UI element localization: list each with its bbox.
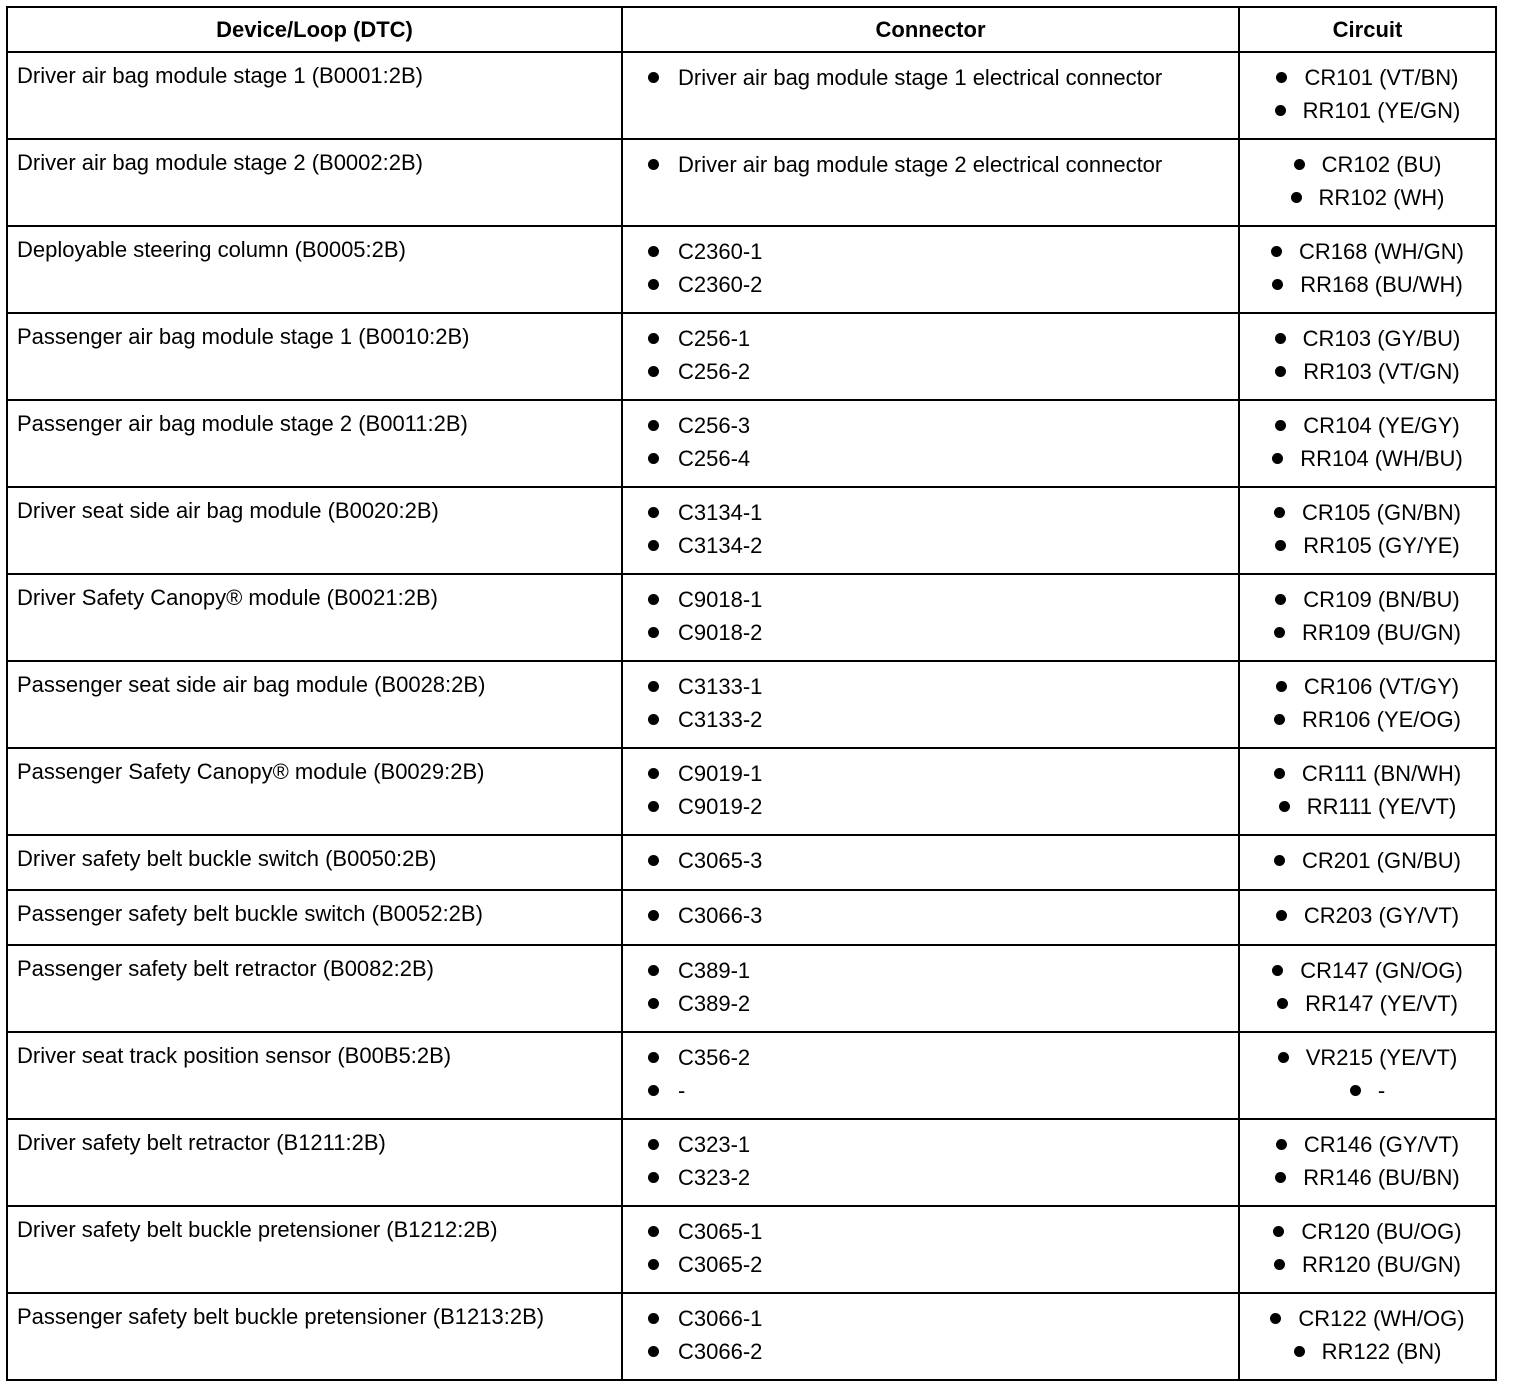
bullet-icon — [1274, 1259, 1285, 1270]
bullet-icon — [648, 453, 659, 464]
list-item — [1244, 1074, 1491, 1107]
connector-cell — [622, 226, 1239, 313]
bullet-icon — [648, 998, 659, 1009]
device-cell — [7, 313, 622, 400]
connector-cell — [622, 748, 1239, 835]
device-label: Deployable steering column (B0005:2B) — [17, 237, 406, 262]
list-item — [648, 757, 1238, 790]
list-item — [648, 616, 1238, 649]
circuit-label: CR105 (GN/BN) — [1302, 500, 1461, 525]
connector-label: C256-2 — [678, 359, 751, 384]
circuit-cell — [1239, 1032, 1496, 1119]
connector-cell — [622, 661, 1239, 748]
bullet-icon — [1294, 159, 1305, 170]
connector-cell — [622, 52, 1239, 139]
list-item — [648, 703, 1238, 736]
connector-label: C256-1 — [678, 326, 751, 351]
connector-label: C323-1 — [678, 1132, 751, 1157]
connector-cell — [622, 945, 1239, 1032]
connector-label: C3134-2 — [678, 533, 763, 558]
table-row — [7, 1119, 1496, 1206]
list-item — [648, 1248, 1238, 1281]
bullet-icon — [1272, 279, 1283, 290]
table-row — [7, 890, 1496, 945]
list-item — [1244, 409, 1491, 442]
bullet-icon — [648, 910, 659, 921]
bullet-icon — [648, 1226, 659, 1237]
connector-cell — [622, 1119, 1239, 1206]
list-item — [1244, 987, 1491, 1020]
bullet-icon — [1276, 72, 1287, 83]
list-item — [648, 790, 1238, 823]
connector-label: C3065-1 — [678, 1219, 763, 1244]
list-item — [648, 1161, 1238, 1194]
list-item — [648, 268, 1238, 301]
connector-label: C2360-2 — [678, 272, 763, 297]
circuit-cell — [1239, 1293, 1496, 1380]
list-item — [648, 1074, 1238, 1107]
circuit-label: RR103 (VT/GN) — [1303, 359, 1460, 384]
bullet-icon — [1274, 714, 1285, 725]
list-item — [1244, 1161, 1491, 1194]
circuit-label: RR109 (BU/GN) — [1302, 620, 1461, 645]
connector-label: C3065-3 — [678, 848, 763, 873]
circuit-label: CR104 (YE/GY) — [1303, 413, 1460, 438]
list-item — [648, 322, 1238, 355]
table-row — [7, 1032, 1496, 1119]
bullet-icon — [648, 279, 659, 290]
connector-cell — [622, 1293, 1239, 1380]
connector-cell — [622, 139, 1239, 226]
list-item — [648, 844, 1238, 877]
connector-label: C9019-2 — [678, 794, 763, 819]
list-item — [1244, 235, 1491, 268]
bullet-icon — [648, 159, 659, 170]
circuit-label: RR102 (WH) — [1318, 185, 1445, 210]
list-item — [1244, 1302, 1491, 1335]
device-cell — [7, 945, 622, 1032]
list-item — [648, 899, 1238, 932]
device-cell — [7, 1119, 622, 1206]
circuit-label: CR168 (WH/GN) — [1298, 239, 1464, 264]
circuit-label: RR106 (YE/OG) — [1302, 707, 1461, 732]
circuit-label: CR120 (BU/OG) — [1301, 1219, 1462, 1244]
circuit-label: CR101 (VT/BN) — [1304, 65, 1459, 90]
bullet-icon — [648, 1313, 659, 1324]
bullet-icon — [1276, 681, 1287, 692]
bullet-icon — [1275, 366, 1286, 377]
bullet-icon — [648, 1052, 659, 1063]
connector-cell — [622, 890, 1239, 945]
device-label: Driver safety belt buckle switch (B0050:2B) — [17, 846, 437, 871]
list-item — [648, 148, 1238, 181]
device-cell — [7, 487, 622, 574]
connector-cell — [622, 400, 1239, 487]
bullet-icon — [648, 540, 659, 551]
bullet-icon — [1274, 627, 1285, 638]
connector-label: C389-1 — [678, 958, 751, 983]
circuit-cell — [1239, 1206, 1496, 1293]
circuit-cell — [1239, 574, 1496, 661]
list-item — [648, 355, 1238, 388]
list-item — [648, 235, 1238, 268]
connector-label: C3066-3 — [678, 903, 763, 928]
bullet-icon — [648, 1259, 659, 1270]
bullet-icon — [648, 333, 659, 344]
device-label: Driver air bag module stage 1 (B0001:2B) — [17, 63, 423, 88]
list-item — [1244, 899, 1491, 932]
circuit-cell — [1239, 226, 1496, 313]
circuit-label: RR122 (BN) — [1321, 1339, 1442, 1364]
connector-label: C3133-1 — [678, 674, 763, 699]
bullet-icon — [1273, 1226, 1284, 1237]
circuit-label: RR104 (WH/BU) — [1300, 446, 1463, 471]
connector-cell — [622, 313, 1239, 400]
bullet-icon — [1274, 768, 1285, 779]
table-row — [7, 945, 1496, 1032]
device-cell — [7, 226, 622, 313]
bullet-icon — [648, 768, 659, 779]
circuit-cell — [1239, 1119, 1496, 1206]
connector-label: Driver air bag module stage 2 electrical connector — [678, 152, 1163, 177]
list-item — [648, 1041, 1238, 1074]
circuit-label: CR122 (WH/OG) — [1298, 1306, 1465, 1331]
list-item — [1244, 844, 1491, 877]
device-label: Passenger safety belt retractor (B0082:2B) — [17, 956, 434, 981]
bullet-icon — [648, 507, 659, 518]
circuit-label: RR120 (BU/GN) — [1302, 1252, 1461, 1277]
bullet-icon — [1275, 420, 1286, 431]
circuit-label: RR105 (GY/YE) — [1303, 533, 1460, 558]
list-item — [648, 496, 1238, 529]
circuit-label: - — [1377, 1078, 1386, 1103]
table-row — [7, 661, 1496, 748]
circuit-cell — [1239, 661, 1496, 748]
table-row — [7, 139, 1496, 226]
list-item — [648, 1335, 1238, 1368]
circuit-label: CR102 (BU) — [1321, 152, 1442, 177]
connector-label: C3066-2 — [678, 1339, 763, 1364]
device-cell — [7, 139, 622, 226]
circuit-label: CR106 (VT/GY) — [1303, 674, 1460, 699]
list-item — [1244, 1215, 1491, 1248]
device-label: Driver safety belt buckle pretensioner (B1212:2B) — [17, 1217, 498, 1242]
connector-label: C3065-2 — [678, 1252, 763, 1277]
bullet-icon — [1270, 1313, 1281, 1324]
circuit-label: CR203 (GY/VT) — [1303, 903, 1460, 928]
device-label: Passenger air bag module stage 1 (B0010:2B) — [17, 324, 470, 349]
device-cell — [7, 748, 622, 835]
list-item — [648, 409, 1238, 442]
device-cell — [7, 1032, 622, 1119]
circuit-label: CR146 (GY/VT) — [1303, 1132, 1460, 1157]
device-label: Passenger seat side air bag module (B0028:2B) — [17, 672, 486, 697]
circuit-cell — [1239, 835, 1496, 890]
bullet-icon — [648, 855, 659, 866]
circuit-label: RR168 (BU/WH) — [1300, 272, 1463, 297]
table-row — [7, 574, 1496, 661]
connector-label: C2360-1 — [678, 239, 763, 264]
table-row — [7, 226, 1496, 313]
list-item — [1244, 94, 1491, 127]
device-cell — [7, 890, 622, 945]
bullet-icon — [1275, 540, 1286, 551]
connector-label: - — [678, 1078, 686, 1103]
table-row — [7, 400, 1496, 487]
bullet-icon — [1271, 246, 1282, 257]
device-label: Driver safety belt retractor (B1211:2B) — [17, 1130, 386, 1155]
list-item — [1244, 322, 1491, 355]
connector-label: C356-2 — [678, 1045, 751, 1070]
list-item — [1244, 954, 1491, 987]
connector-label: C389-2 — [678, 991, 751, 1016]
circuit-cell — [1239, 945, 1496, 1032]
circuit-label: CR109 (BN/BU) — [1303, 587, 1460, 612]
bullet-icon — [1272, 453, 1283, 464]
list-item — [1244, 583, 1491, 616]
list-item — [648, 670, 1238, 703]
bullet-icon — [1275, 1172, 1286, 1183]
device-label: Passenger safety belt buckle pretensioner (B1213:2B) — [17, 1304, 545, 1329]
device-label: Passenger safety belt buckle switch (B0052:2B) — [17, 901, 483, 926]
device-cell — [7, 835, 622, 890]
list-item — [1244, 61, 1491, 94]
connector-label: C9018-2 — [678, 620, 763, 645]
list-item — [648, 61, 1238, 94]
bullet-icon — [648, 681, 659, 692]
list-item — [648, 1215, 1238, 1248]
bullet-icon — [1275, 105, 1286, 116]
bullet-icon — [648, 366, 659, 377]
connector-cell — [622, 1032, 1239, 1119]
list-item — [1244, 529, 1491, 562]
header-circuit: Circuit — [1239, 7, 1496, 52]
device-label: Driver seat track position sensor (B00B5:2B) — [17, 1043, 452, 1068]
table-row — [7, 487, 1496, 574]
circuit-cell — [1239, 313, 1496, 400]
list-item — [1244, 1248, 1491, 1281]
connector-cell — [622, 487, 1239, 574]
bullet-icon — [648, 420, 659, 431]
list-item — [648, 442, 1238, 475]
bullet-icon — [1277, 998, 1288, 1009]
circuit-cell — [1239, 400, 1496, 487]
table-row — [7, 52, 1496, 139]
bullet-icon — [1274, 507, 1285, 518]
connector-label: C9018-1 — [678, 587, 763, 612]
circuit-cell — [1239, 748, 1496, 835]
device-cell — [7, 574, 622, 661]
list-item — [1244, 148, 1491, 181]
circuit-cell — [1239, 890, 1496, 945]
bullet-icon — [648, 1346, 659, 1357]
circuit-label: RR101 (YE/GN) — [1302, 98, 1461, 123]
bullet-icon — [648, 801, 659, 812]
bullet-icon — [1275, 594, 1286, 605]
dtc-table — [6, 6, 1497, 1381]
connector-label: C9019-1 — [678, 761, 763, 786]
list-item — [1244, 1335, 1491, 1368]
connector-cell — [622, 835, 1239, 890]
device-label: Driver air bag module stage 2 (B0002:2B) — [17, 150, 423, 175]
circuit-label: CR103 (GY/BU) — [1302, 326, 1461, 351]
list-item — [1244, 355, 1491, 388]
bullet-icon — [1291, 192, 1302, 203]
table-row — [7, 748, 1496, 835]
bullet-icon — [1350, 1085, 1361, 1096]
connector-label: C256-4 — [678, 446, 751, 471]
list-item — [648, 1302, 1238, 1335]
device-cell — [7, 661, 622, 748]
list-item — [1244, 1041, 1491, 1074]
bullet-icon — [1272, 965, 1283, 976]
circuit-label: CR147 (GN/OG) — [1300, 958, 1463, 983]
list-item — [1244, 181, 1491, 214]
device-cell — [7, 52, 622, 139]
bullet-icon — [1274, 855, 1285, 866]
bullet-icon — [648, 594, 659, 605]
table-row — [7, 313, 1496, 400]
circuit-label: CR201 (GN/BU) — [1302, 848, 1461, 873]
table-row — [7, 835, 1496, 890]
device-label: Driver seat side air bag module (B0020:2B) — [17, 498, 439, 523]
connector-label: C256-3 — [678, 413, 751, 438]
bullet-icon — [648, 246, 659, 257]
list-item — [1244, 496, 1491, 529]
bullet-icon — [1275, 333, 1286, 344]
device-label: Driver Safety Canopy® module (B0021:2B) — [17, 585, 438, 610]
device-cell — [7, 400, 622, 487]
connector-cell — [622, 574, 1239, 661]
bullet-icon — [1278, 1052, 1289, 1063]
connector-cell — [622, 1206, 1239, 1293]
bullet-icon — [648, 1139, 659, 1150]
bullet-icon — [1276, 1139, 1287, 1150]
bullet-icon — [1279, 801, 1290, 812]
circuit-label: VR215 (YE/VT) — [1305, 1045, 1458, 1070]
circuit-cell — [1239, 139, 1496, 226]
table-row — [7, 1293, 1496, 1380]
device-cell — [7, 1293, 622, 1380]
list-item — [1244, 268, 1491, 301]
bullet-icon — [648, 72, 659, 83]
connector-label: Driver air bag module stage 1 electrical connector — [678, 65, 1163, 90]
list-item — [1244, 616, 1491, 649]
list-item — [1244, 670, 1491, 703]
list-item — [648, 529, 1238, 562]
device-cell — [7, 1206, 622, 1293]
header-connector: Connector — [622, 7, 1239, 52]
connector-label: C3134-1 — [678, 500, 763, 525]
list-item — [648, 987, 1238, 1020]
list-item — [648, 954, 1238, 987]
bullet-icon — [648, 714, 659, 725]
list-item — [1244, 703, 1491, 736]
list-item — [1244, 442, 1491, 475]
header-device: Device/Loop (DTC) — [7, 7, 622, 52]
circuit-label: RR147 (YE/VT) — [1305, 991, 1458, 1016]
bullet-icon — [648, 1085, 659, 1096]
list-item — [648, 1128, 1238, 1161]
connector-label: C323-2 — [678, 1165, 751, 1190]
connector-label: C3066-1 — [678, 1306, 763, 1331]
list-item — [1244, 757, 1491, 790]
bullet-icon — [648, 627, 659, 638]
device-label: Passenger Safety Canopy® module (B0029:2B) — [17, 759, 485, 784]
list-item — [1244, 1128, 1491, 1161]
device-label: Passenger air bag module stage 2 (B0011:2B) — [17, 411, 468, 436]
bullet-icon — [648, 965, 659, 976]
table-row — [7, 1206, 1496, 1293]
header-row — [7, 7, 1496, 52]
circuit-cell — [1239, 52, 1496, 139]
circuit-label: RR146 (BU/BN) — [1303, 1165, 1460, 1190]
bullet-icon — [648, 1172, 659, 1183]
list-item — [1244, 790, 1491, 823]
circuit-label: CR111 (BN/WH) — [1301, 761, 1462, 786]
connector-label: C3133-2 — [678, 707, 763, 732]
list-item — [648, 583, 1238, 616]
circuit-cell — [1239, 487, 1496, 574]
bullet-icon — [1276, 910, 1287, 921]
bullet-icon — [1294, 1346, 1305, 1357]
circuit-label: RR111 (YE/VT) — [1306, 794, 1457, 819]
